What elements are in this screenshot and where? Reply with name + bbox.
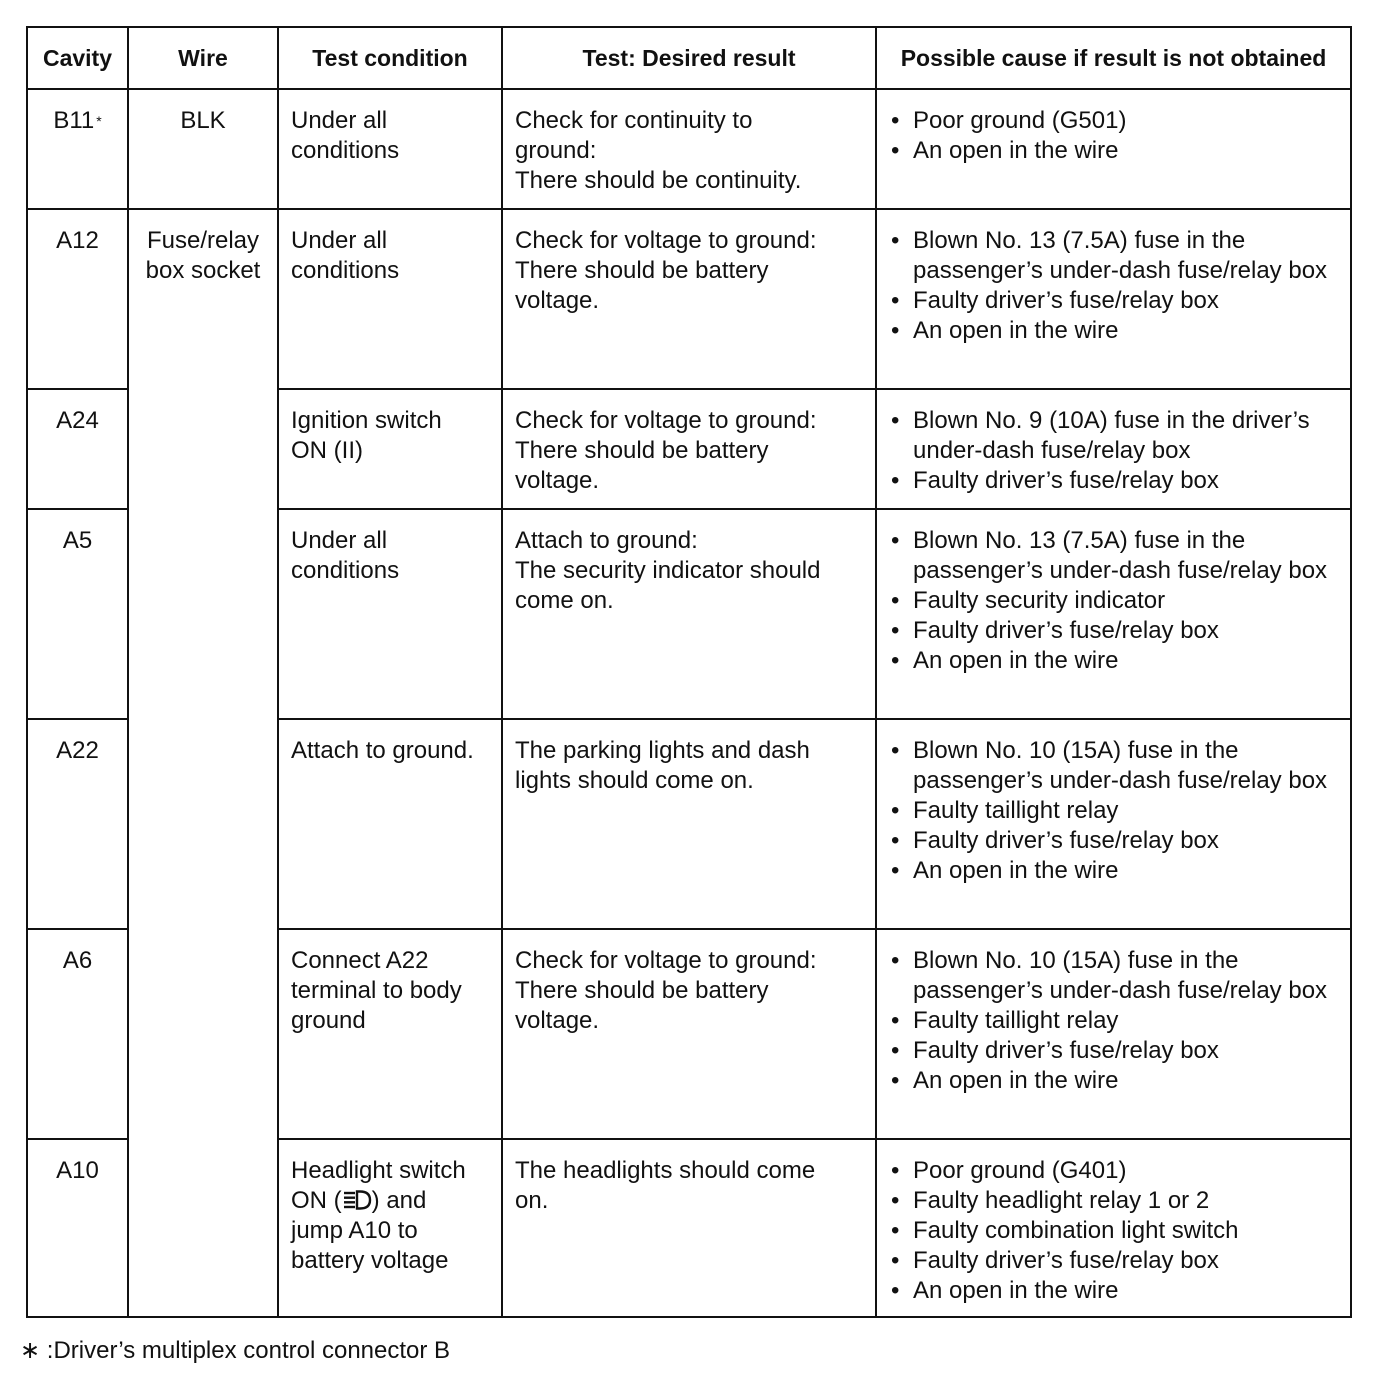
result-text: Check for continuity to	[515, 107, 753, 134]
condition-text: Ignition switch	[291, 407, 442, 434]
condition-text: Under all	[291, 107, 388, 134]
cause-item: • An open in the wire	[891, 136, 1346, 166]
result-text: There should be battery	[515, 437, 769, 464]
table-row	[27, 209, 1351, 389]
cause-cell	[876, 719, 1351, 929]
cause-item: • An open in the wire	[891, 1276, 1346, 1306]
result-text: on.	[515, 1187, 549, 1214]
cause-item: • Faulty driver’s fuse/relay box	[891, 616, 1346, 646]
cause-item: • Faulty security indicator	[891, 586, 1346, 616]
condition-text: ) and	[371, 1187, 427, 1214]
condition-text: Under all	[291, 227, 388, 254]
cause-cell	[876, 89, 1351, 209]
cause-item: • Faulty taillight relay	[891, 796, 1346, 826]
result-text: Check for voltage to ground:	[515, 227, 817, 254]
condition-text: ON (	[291, 1187, 342, 1214]
cause-item: • Faulty driver’s fuse/relay box	[891, 466, 1346, 496]
result-cell	[502, 389, 876, 509]
cause-item: • An open in the wire	[891, 856, 1346, 886]
header-desired-result: Test: Desired result	[502, 27, 876, 89]
cavity-footnote-mark: *	[96, 113, 102, 129]
cavity-cell	[27, 719, 128, 929]
result-cell	[502, 929, 876, 1139]
cause-cell	[876, 1139, 1351, 1317]
condition-text: Connect A22	[291, 947, 429, 974]
cavity-label: A24	[56, 407, 99, 434]
result-cell	[502, 509, 876, 719]
cavity-cell	[27, 1139, 128, 1317]
condition-text-with-icon	[291, 1186, 489, 1216]
result-text: voltage.	[515, 1007, 600, 1034]
inspection-table	[26, 26, 1352, 1318]
table-row	[27, 89, 1351, 209]
cause-item: • Poor ground (G401)	[891, 1156, 1346, 1186]
result-text: The security indicator should	[515, 557, 821, 584]
result-text: lights should come on.	[515, 767, 754, 794]
condition-text: Headlight switch	[291, 1157, 466, 1184]
cause-cell	[876, 389, 1351, 509]
cause-item: • An open in the wire	[891, 316, 1346, 346]
cavity-label: A5	[62, 527, 93, 554]
result-text: Check for voltage to ground:	[515, 407, 817, 434]
cause-item: • Faulty driver’s fuse/relay box	[891, 1246, 1346, 1276]
cause-item: • Blown No. 10 (15A) fuse in the passenger’s under-dash fuse/relay box	[891, 946, 1346, 1006]
condition-cell	[278, 89, 502, 209]
result-text: Attach to ground:	[515, 527, 698, 554]
cause-item: • Faulty taillight relay	[891, 1006, 1346, 1036]
cause-item: • An open in the wire	[891, 1066, 1346, 1096]
cause-item: • Blown No. 13 (7.5A) fuse in the passenger’s under-dash fuse/relay box	[891, 226, 1346, 286]
condition-text: conditions	[291, 557, 400, 584]
cause-item: • Faulty combination light switch	[891, 1216, 1346, 1246]
cause-item: • Faulty headlight relay 1 or 2	[891, 1186, 1346, 1216]
headlight-high-beam-icon	[342, 1190, 372, 1210]
condition-text: conditions	[291, 137, 400, 164]
cavity-cell	[27, 389, 128, 509]
cause-item: • Faulty driver’s fuse/relay box	[891, 826, 1346, 856]
wire-label: box socket	[145, 257, 261, 284]
result-cell	[502, 209, 876, 389]
wire-cell	[128, 89, 278, 209]
result-text: There should be battery	[515, 257, 769, 284]
cause-item: • Blown No. 9 (10A) fuse in the driver’s under-dash fuse/relay box	[891, 406, 1346, 466]
condition-text: Under all	[291, 527, 388, 554]
cause-item: • Blown No. 13 (7.5A) fuse in the passenger’s under-dash fuse/relay box	[891, 526, 1346, 586]
cavity-label: A10	[56, 1157, 99, 1184]
cause-item: • Blown No. 10 (15A) fuse in the passenger’s under-dash fuse/relay box	[891, 736, 1346, 796]
condition-cell	[278, 509, 502, 719]
cause-item: • Faulty driver’s fuse/relay box	[891, 1036, 1346, 1066]
condition-text: jump A10 to	[291, 1217, 418, 1244]
footnote: ∗ :Driver’s multiplex control connector B	[20, 1337, 451, 1364]
result-text: There should be continuity.	[515, 167, 802, 194]
cause-cell	[876, 929, 1351, 1139]
condition-cell	[278, 929, 502, 1139]
condition-text: Attach to ground.	[291, 737, 474, 764]
condition-text: terminal to body	[291, 977, 462, 1004]
cause-cell	[876, 209, 1351, 389]
cause-cell	[876, 509, 1351, 719]
cavity-cell	[27, 89, 128, 209]
wire-label: BLK	[180, 107, 226, 134]
header-test-condition: Test condition	[278, 27, 502, 89]
result-text: There should be battery	[515, 977, 769, 1004]
cavity-label: A22	[56, 737, 99, 764]
result-text: come on.	[515, 587, 614, 614]
header-wire: Wire	[128, 27, 278, 89]
condition-cell	[278, 1139, 502, 1317]
header-row	[27, 27, 1351, 89]
result-text: voltage.	[515, 287, 600, 314]
header-possible-cause: Possible cause if result is not obtained	[876, 27, 1351, 89]
cavity-cell	[27, 509, 128, 719]
cavity-label: B11	[53, 107, 95, 134]
condition-cell	[278, 209, 502, 389]
result-text: The headlights should come	[515, 1157, 816, 1184]
cavity-label: A6	[62, 947, 93, 974]
condition-cell	[278, 389, 502, 509]
result-cell	[502, 719, 876, 929]
condition-text: battery voltage	[291, 1247, 449, 1274]
result-text: The parking lights and dash	[515, 737, 810, 764]
result-text: ground:	[515, 137, 597, 164]
result-text: Check for voltage to ground:	[515, 947, 817, 974]
condition-cell	[278, 719, 502, 929]
cavity-cell	[27, 929, 128, 1139]
cause-item: • Poor ground (G501)	[891, 106, 1346, 136]
result-cell	[502, 1139, 876, 1317]
condition-text: ON (II)	[291, 437, 363, 464]
cavity-label: A12	[56, 227, 99, 254]
condition-text: ground	[291, 1007, 366, 1034]
condition-text: conditions	[291, 257, 400, 284]
header-cavity: Cavity	[27, 27, 128, 89]
wire-cell	[128, 209, 278, 1317]
cavity-cell	[27, 209, 128, 389]
result-text: voltage.	[515, 467, 600, 494]
cause-item: • Faulty driver’s fuse/relay box	[891, 286, 1346, 316]
cause-item: • An open in the wire	[891, 646, 1346, 676]
wire-label: Fuse/relay	[146, 227, 260, 254]
result-cell	[502, 89, 876, 209]
